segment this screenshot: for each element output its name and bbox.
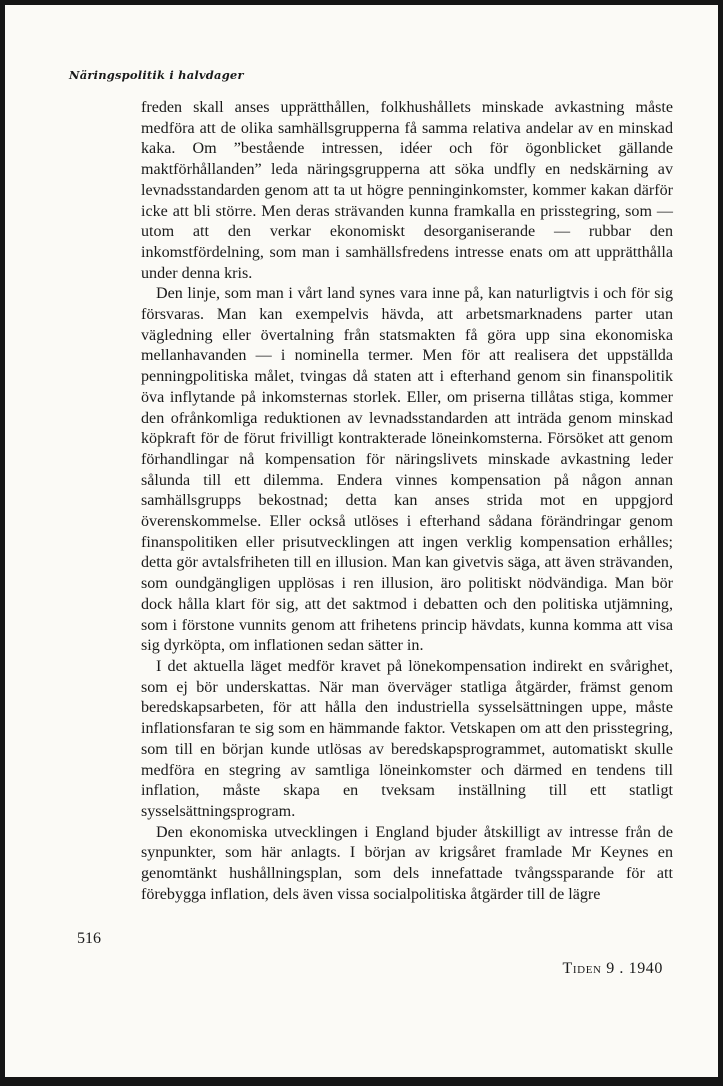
paragraph: Den ekonomiska utvecklingen i England bjuder åtskilligt av intresse från de synpunkter, som här anlagts. I början av krigsåret framlade Mr Keynes en genomtänkt hushållningsplan, som dels innefattade tvångssparande för att förebygga inflation, dels även vissa socialpolitiska åtgärder till de lägre [141,823,673,903]
page-number: 516 [77,930,101,947]
paragraph: Den linje, som man i vårt land synes vara inne på, kan naturligtvis i och för sig försvaras. Man kan exempelvis hävda, att arbetsmarknadens parter utan vägledning eller övertalning från statsmakten få göra upp sina ekonomiska mellanhavanden — i nominella termer. Men för att realisera det uppställda penningpolitiska målet, tvingas då staten att i efterhand genom sin finanspolitik öva inflytande på inkomsternas storlek. Eller, om priserna tillåtas stiga, kommer den ofrånkomliga reduktionen av levnadsstandarden att inträda genom minskad köpkraft för de förut frivilligt kontrakterade löneinkomsterna. Försöket att genom förhandlingar nå kompensation för näringslivets minskade avkastning leder sålunda till ett dilemma. Endera vinnes kompensation på någon annan samhällsgrupps bekostnad; detta kan anses strida mot en uppgjord överenskommelse. Eller också utlöses i efterhand sådana förändringar genom finanspolitiken eller prisutvecklingen att ingen verklig kompensation erhålles; detta gör avtalsfriheten till en illusion. Man kan givetvis säga, att även strävanden, som oundgängligen upplösas i ren illusion, äro politiskt nödvändiga. Man bör dock hålla klart för sig, att det saktmod i debatten och den politiska utjämning, som i förstone vunnits genom att frihetens princip hävdats, kunna komma att visa sig dyrköpta, om inflationen sedan sätter in. [141,285,673,655]
paragraph: freden skall anses upprätthållen, folkhushållets minskade avkastning måste medföra att de olika samhällsgrupperna få samma relativa andelar av en minskad kaka. Om ”bestående intressen, idéer och för ögonblicket gällande maktförhållanden” leda näringsgrupperna att söka undfly en nedskärning av levnadsstandarden genom att ta ut högre penninginkomster, kommer kakan därför icke att bli större. Men deras strävanden kunna framkalla en prisstegring, som — utom att den verkar ekonomiskt desorganiserande — rubbar den inkomstfördelning, som man i samhällsfredens intresse enats om att upprätthålla under denna kris. [141,99,673,282]
running-title: Näringspolitik i halvdager [69,68,244,82]
journal-footer: Tiden 9 . 1940 [562,960,663,977]
body-text [141,98,673,905]
paragraph: I det aktuella läget medför kravet på lönekompensation indirekt en svårighet, som ej bör underskattas. När man överväger statliga åtgärder, främst genom beredskapsarbeten, för att hålla den industriella sysselsättningen uppe, måste inflationsfaran te sig som en hämmande faktor. Vetskapen om att den prisstegring, som till en början kunde utlösas av beredskapsprogrammet, automatiskt skulle medföra en stegring av samtliga löneinkomster och därmed en tendens till inflation, måste skapa en tveksam inställning till ett statligt sysselsättningsprogram. [141,657,673,820]
